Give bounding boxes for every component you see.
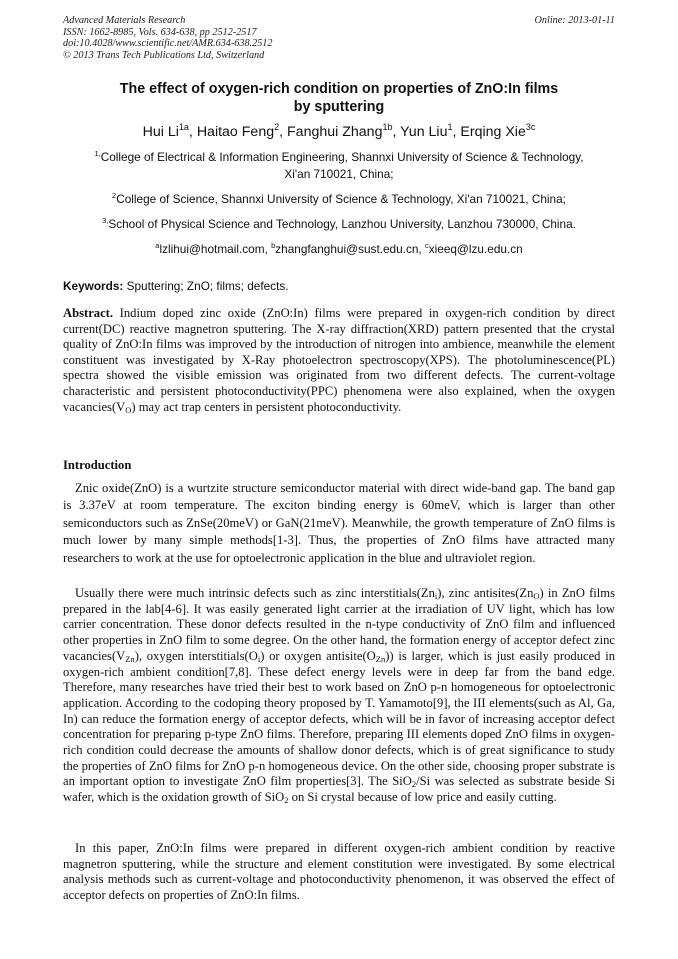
intro-paragraph-3: In this paper, ZnO:In films were prepared in different oxygen-rich ambient condition by reactive magnetron sputtering, while the structure and element constitution were investigated. By some electrical analysis methods such as current-voltage and photoconductivity phenomenon, it was observed the effect of acceptor defects on properties of ZnO:In films. [63,841,615,903]
journal-header [63,15,615,61]
email-address: $^b$zhangfanghui@sust.edu.cn, [271,241,425,256]
doi-line: doi:10.4028/www.scientific.net/AMR.634-638.2512 [63,38,273,50]
affiliation-2: $^2$College of Science, Shannxi University of Science & Technology, Xi'an 710021, China; [112,191,566,206]
paper-title [63,80,615,116]
journal-name: Advanced Materials Research [63,15,186,26]
email-address: $^a$lzlihui@hotmail.com, [155,241,272,256]
author: Haitao Feng$^2$, [196,122,288,140]
keywords-label: Keywords: [63,279,124,293]
email-list [63,241,615,258]
author: Fanghui Zhang$^{1b}$, [287,122,401,140]
author: Hui $Li^{1a}$, [142,122,197,140]
abstract-label: Abstract. [63,306,114,320]
keywords-text: Sputtering; ZnO; films; defects. [123,279,289,293]
affiliation-3: $^{3,}$School of Physical Science and Technology, Lanzhou University, Lanzhou 730000, China. [102,216,576,231]
title-line-1: The effect of oxygen-rich condition on properties of ZnO:In films [119,81,559,97]
issn-line: ISSN: 1662-8985, Vols. 634-638, pp 2512-2517 [63,26,257,38]
copyright-line: © 2013 Trans Tech Publications Ltd, Switzerland [63,49,265,61]
author: Yun Liu$^1$, [400,122,461,140]
author: Erqing Xie$^{3c}$ [460,122,536,140]
email-address: $^c$xieeq@lzu.edu.cn [424,241,523,256]
abstract: Abstract. Indium doped zinc oxide (ZnO:In) films were prepared in oxygen-rich condition by direct current(DC) reactive magnetron sputtering. The X-ray diffraction(XRD) pattern presented that the crystal quality of ZnO:In films was improved by the introduction of nitrogen into ambience, meanwhile the element constituent was investigated by X-Ray photoelectron spectroscopy(XPS). The photoluminescence(PL) spectra showed the visible emission was originated from two different defects. The current-voltage characteristic and persistent photoconductivity(PPC) phenomena were also explained, when the oxygen $vacancies(V_O)$ may act trap centers in persistent photoconductivity. [63,306,615,415]
title-line-2: by sputtering [293,99,385,115]
intro-paragraph-2: Usually there were much intrinsic defects such as zinc $interstitials(Zn_i)$, zinc $antisites(Zn_O)$ in ZnO films prepared in the lab[4-6]. It was easily generated light carrier at the irradiation of UV light, which has low carrier concentration. These donor defects resulted in the n-type conductivity of ZnO film and influenced other properties in ZnO film to some degree. On the other hand, the formation energy of acceptor defect zinc $vacancies(V_{Zn})$, oxygen $interstitials(O_i)$ or oxygen $antisite(O_{Zn})$) is larger, which is just easily produced in oxygen-rich ambient condition[7,8]. These defect energy levels were in deep far from the band edge. Therefore, many researches have tried their best to work based on ZnO p-n homogeneous for optoelectronic application. According to the codoping theory proposed by T. Yamamoto[9], the III elements(such as Al, Ga, In) can reduce the formation energy of acceptor defects, which will be in favor of increasing acceptor defect concentration for preparing p-type ZnO films. Therefore, preparing III elements doped ZnO films in oxygen-rich condition could decrease the amounts of shallow donor defects, which is of great significance to study the properties of ZnO films for ZnO p-n homogeneous device. On the other side, choosing proper substrate is an important option to investigate ZnO film properties[3]. The SiO$_2$/Si was selected as substrate beside Si wafer, which is the oxidation growth of SiO$_2$ on Si crystal because of low price and easily cutting. [63,586,615,806]
section-heading-introduction: Introduction [63,458,132,472]
online-date: Online: 2013-01-11 [534,15,615,26]
keywords [63,278,615,295]
affiliation-1: $^{1,}$College of Electrical & Information Engineering, Shannxi University of Science & Technology, Xi'an 710021, China; [94,149,584,181]
intro-paragraph-1: Znic oxide(ZnO) is a wurtzite structure semiconductor material with direct wide-band gap. The band gap is 3.37eV at room temperature. The exciton binding energy is 60meV, which is larger than other semiconductors such as ZnSe(20meV) or GaN(21meV). Meanwhile, the growth temperature of ZnO films is much lower by many simple methods[1-3]. Thus, the properties of ZnO films have attracted many researchers to work at the use for optoelectronic application in the blue and ultraviolet region. [63,481,615,565]
author-list [63,123,615,141]
